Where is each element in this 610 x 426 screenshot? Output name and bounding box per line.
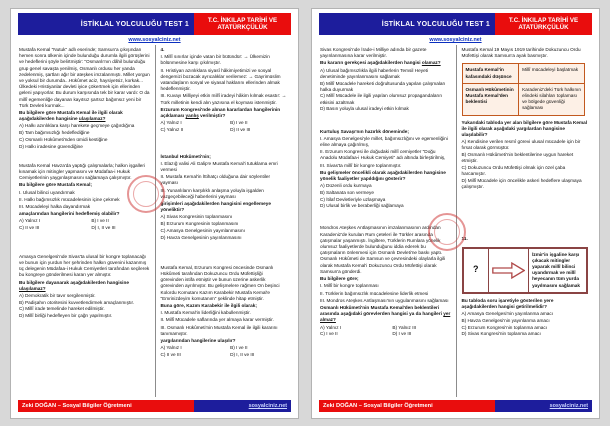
question-stem: Erzurum Kongresi'nde alınan kararlardan hangilerinin açıklaması yanlış verilmiştir? xyxy=(160,106,281,119)
underlined-keyword: ulaşılamaz? xyxy=(78,116,106,122)
website-link-row xyxy=(18,35,291,45)
question-stem: Bu gelişmeler öncelikli olarak aşağıdakilerden hangisine yönelik faaliyetler yapıldığını gösterir? xyxy=(320,169,446,181)
option: B) Osmanlı Hükûmeti'nin beklentilerine uygun hareket etmiştir. xyxy=(461,152,574,164)
option: C) İtilaf Devletleriyle uzlaşmaya xyxy=(320,196,386,202)
underlined-keyword: yer almaz? xyxy=(320,311,451,323)
question-text: Sivas Kongresi'nde İrade-i Milliye adında bir gazete yayınlanmasına karar verilmiştir. xyxy=(320,47,427,59)
table-row xyxy=(462,83,585,115)
options-list xyxy=(161,214,288,240)
question xyxy=(161,265,288,359)
premise-item: I. Mustafa Kemal'in liderliğini kabullenmiştir. xyxy=(160,310,251,316)
option: D) Basın yoluyla ulusal iradeyi etkin kılmak xyxy=(320,106,409,112)
test-title: İSTİKLAL YOLCULUĞU TEST 1 xyxy=(18,13,194,35)
options-list xyxy=(161,120,288,133)
question-stem: Bu bilgilere göre Mustafa Kemal; xyxy=(19,182,92,188)
option: A) Sivas Kongresinin toplanmasını xyxy=(160,214,233,220)
course-title-line2: ATATÜRKÇÜLÜK xyxy=(518,24,569,31)
page-footer xyxy=(319,400,592,412)
option: D) Millî birliği hedefleyen bir çağrı yapılmıştır. xyxy=(19,313,113,319)
question-stem: yargılarından hangilerine ulaşılır? xyxy=(160,338,236,344)
option: A) Yalnız I xyxy=(19,218,41,224)
question-text: Mustafa Kemal 19 Mayıs 1919 tarihinde Dokuzuncu Ordu Müfettişi olarak Samsun'a ayak basmıştır. xyxy=(461,47,581,59)
premise-item: I. Ulusal bilinci uyandırmak xyxy=(19,189,75,195)
premise-item: III. Kuvayı Milliyeyi etkin millî iradeyi hâkim kılmak esastır: → Türk milletinin kendi alın yazısına el koyması istenmiştir. xyxy=(160,93,287,105)
option: C) Amasya Genelgesinin yayınlanmasını xyxy=(160,227,245,233)
info-table xyxy=(462,63,586,115)
question-text: Mondros Ateşkes Antlaşmasının imzalanmasının ardından Karadeniz'de kurulan Rum çeteleri ile Türkler arasında çatışmalar yaşanmıştı. İngiltere, Türklerin Rumlara yönelik olumsuz faaliyetlerde bulunduğunu iddia ederek bu çatışmaların önlenmesi için Osmanlı Devleti'ne baskı yaptı. Osmanlı Hükûmeti de Samsun ve çevresindeki olaylarla ilgili olarak Mustafa Kemal'i Dokuzuncu Ordu Müfettişi olarak Samsun'a gönderdi. xyxy=(320,225,446,274)
page-header xyxy=(18,13,291,35)
premise-item: II. Hristiyan azınlıklara siyasî hâkimiyetimizi ve sosyal dengemizi bozacak ayrıcalıklar verilemez: → Gayrimüslim vatandaşların sosyal ve siyasal haklarını ellerinden almak hedeflenmiştir. xyxy=(160,67,281,92)
page-footer xyxy=(18,400,291,412)
options-list xyxy=(320,325,452,338)
question xyxy=(462,47,589,190)
website-link-row xyxy=(319,35,592,45)
option: A) Amasya Genelgesi'nin yayınlanma amacı xyxy=(461,311,554,317)
option: C) Yalnız II xyxy=(160,126,184,132)
question-text: Mustafa Kemal Havza'da yaptığı çalışmalarla; halkın işgalleri kınamak için mitingler yapmasını ve Müdafaa-i Hukuk Cemiyetlerinin yaygınlaşmasını sağlamaya çalışmıştır. xyxy=(19,162,145,181)
arrow-target-text: İzmir'in işgaline karşı çıkacak mitingler yaparak millî bilinci uyandırmak ve millî heyecanın tüm yurda yayılmasını sağlamak xyxy=(532,251,581,288)
option: B) I ve II xyxy=(230,120,248,126)
premise-item: II. Erzurum Kongresi ile doğudaki millî cemiyetler "Doğu Anadolu Müdafaa-i Hukuk Cemiyeti" adı altında birleştirilmiş, xyxy=(320,149,446,161)
option: D) Halkı iradesine güvendiğine xyxy=(19,143,83,149)
website-link[interactable]: www.sosyalciniz.net xyxy=(429,37,482,43)
option: B) I ve II xyxy=(91,218,109,224)
table-key-cell: Osmanlı Hükûmetinin Mustafa Kemal'den beklentisi xyxy=(462,83,519,115)
arrow-diagram xyxy=(462,247,589,294)
question-text: Mustafa Kemal "Nutuk" adlı eserinde; Samsun'a çıkışından hemen sonra ülkenin içinde bulunduğu durumla ilgili görüşlerini ve hedeflerini şöyle belirtmiştir: "Osmanlı'nın dâhil bulunduğu grup genel savaşta yenilmiş, Osmanlı ordusu her yanda zedelenmiş, şartları ağır bir ateşkes imzalanmıştı. Millet yorgun ve yoksul bir durumda...Hükûmet aciz, haysiyetsiz, korkak... Ülkedeki Hristiyanlar devleti iyice çökertmek için ellerinden geleni yapıyorlar. Bu durum karşısında tek bir karar vardı: O da millî egemenliğe dayanan kayıtsız şartsız bağımsız yeni bir Türk Devleti kurmak... xyxy=(19,47,150,108)
underlined-keyword: ulaşılamaz? xyxy=(19,285,46,291)
underlined-keyword: yanlış xyxy=(185,113,199,119)
option: D) I, II ve III xyxy=(230,351,255,357)
question-column xyxy=(155,45,292,397)
option: B) I ve II xyxy=(230,345,248,351)
option: A) Yalnız I xyxy=(160,345,182,351)
table-key-cell: Mustafa Kemal'in kafasındaki düşünce xyxy=(462,64,519,83)
question-stem: Bu kararın gerekçesi aşağıdakilerden hangisi olamaz? xyxy=(320,60,441,66)
question-stem: Yukarıdaki tabloda yer alan bilgilere göre Mustafa Kemal ile ilgili olarak aşağıdaki yargılardan hangisine ulaşılabilir? xyxy=(461,119,588,138)
course-title xyxy=(194,13,291,35)
course-title-line2: ATATÜRKÇÜLÜK xyxy=(217,24,268,31)
option: C) Dokuzuncu Ordu Müfettişi olmak için özel çaba harcamıştır. xyxy=(461,165,566,177)
question xyxy=(161,154,288,241)
premise-item: III. Sivas'ta millî bir kongre toplanmıştır. xyxy=(320,162,402,168)
options-list xyxy=(462,139,589,190)
right-arrow-icon xyxy=(489,249,529,292)
option: C) II ve III xyxy=(160,351,181,357)
options-list xyxy=(19,218,151,231)
question-stem: İstanbul Hükûmeti'nin; xyxy=(160,153,211,159)
question xyxy=(161,47,288,134)
question-number: 4. xyxy=(160,47,165,52)
option: C) Erzurum Kongresi'nin toplanma amacı xyxy=(461,324,548,330)
options-list xyxy=(462,311,589,337)
question-stem: Bu bilgilere dayanarak aşağıdakilerden hangisine ulaşılamaz? xyxy=(19,279,129,291)
option: D) Millî Mücadele için öncelikle askeri hedeflere ulaşmaya çalışmıştır. xyxy=(461,177,582,190)
option: C) Millî irade temelinde hareket edilmiştir. xyxy=(19,306,105,312)
premise-item: I. Amasya Genelgesi'yle millet, bağımsızlığını ve egemenliğini eline almaya çağırılmış, xyxy=(320,135,448,147)
table-row xyxy=(462,64,585,83)
premise-item: III. Mücadeleyi halka dayandırmak xyxy=(19,203,91,209)
question-column xyxy=(18,45,155,397)
option: D) I, II ve III xyxy=(91,225,116,231)
option: A) Yalnız I xyxy=(160,120,182,126)
question-stem: amaçlarından hangilerini hedeflemiş olabilir? xyxy=(19,211,120,217)
question-stem: Bu tabloda soru işaretiyle gösterilen yere aşağıdakilerden hangisi getirilmelidir? xyxy=(461,297,554,309)
website-link[interactable]: www.sosyalciniz.net xyxy=(128,37,181,43)
question-mark-cell: ? xyxy=(464,249,490,292)
footer-website-link[interactable]: sosyalciniz.net xyxy=(549,403,588,409)
footer-author: Zeki DOĞAN – Sosyal Bilgiler Öğretmeni xyxy=(18,400,194,412)
options-list xyxy=(161,345,288,358)
premise-item: II. Halkı bağımsızlık mücadelesinin içine çekmek xyxy=(19,196,120,202)
question xyxy=(320,225,452,337)
question-columns xyxy=(18,45,291,397)
underlined-keyword: olamaz? xyxy=(421,60,441,66)
option: D) Sivas Kongresi'nin toplanma amacı xyxy=(461,331,541,337)
question-text: Mustafa Kemal, Erzurum Kongresi öncesinde Osmanlı Hükûmeti tarafından Dokuzuncu Ordu Müfettişliği görevinden istifa etmiştir ve bunun üzerine askerlik görevinden ayrılmıştır. Bu gelişmelere rağmen On beşinci Kolordu Komutanı Kazım Karabekir Mustafa Kemal'e "Emrinizdeyim komutanım" şeklinde hitap etmiştir. xyxy=(160,264,280,301)
option: A) Kendisine verilen resmî görevi ulusal mücadele için bir fırsat olarak görmüştür. xyxy=(461,139,581,151)
question-stem: Kurtuluş Savaşı'nın hazırlık döneminde; xyxy=(320,128,409,134)
question-stem: Bu bilgilere göre; xyxy=(320,276,359,282)
premise-item: I. Millî bir kongre toplanması xyxy=(320,283,379,289)
test-title: İSTİKLAL YOLCULUĞU TEST 1 xyxy=(319,13,495,35)
course-title xyxy=(495,13,592,35)
question xyxy=(462,236,589,337)
option: D) Ulusal birlik ve beraberliği sağlamaya xyxy=(320,203,404,209)
table-value-cell: Millî mücadeleyi başlatmak xyxy=(519,64,585,83)
question-stem: Bu bilgilere göre Mustafa Kemal ile ilgili olarak aşağıdakilerden hangisine ulaşılamaz? xyxy=(19,110,123,122)
option: C) I ve II xyxy=(320,331,338,337)
question-stem: girişimleri aşağıdakilerden hangisini engellemeye yöneliktir? xyxy=(160,201,271,213)
option: C) II ve III xyxy=(19,225,40,231)
option: B) Erzurum Kongresinin toplanmasını xyxy=(160,221,239,227)
page-header xyxy=(319,13,592,35)
question-stem: Buna göre, Kazım Karabekir ile ilgili olarak; xyxy=(160,303,257,308)
premise-item: II. Millî Mücadele saflarında yer almaya karar vermiştir. xyxy=(160,317,274,323)
options-list xyxy=(320,68,452,113)
option: A) Demokratik bir tavır sergilenmiştir. xyxy=(19,293,96,298)
option: A) Ulusal bağımsızlıkla ilgili haberlerin Temsil Heyeti denetiminde yayınlanmasını sağlamak xyxy=(320,67,429,79)
course-title-line1: T.C. İNKILAP TARİHİ VE xyxy=(207,16,278,24)
option: A) Halkı azınlıklara karşı harekete geçmeye çağırdığına xyxy=(19,123,135,129)
premise-item: III. Yunanlıların karşılıklı anlaşma yoluyla işgalden vazgeçebileceği haberlerini yayması xyxy=(160,187,264,199)
option: B) Tam bağımsızlığı hedeflediğine xyxy=(19,130,90,136)
options-list xyxy=(19,123,151,149)
option: B) Saltanata son vermeye xyxy=(320,189,374,195)
premise-item: III. Osmanlı Hükûmeti'nin Mustafa Kemal ile ilgili kararını tanımamıştır. xyxy=(160,324,278,336)
option: B) Havza Genelgesi'nin yayınlanma amacı xyxy=(461,317,550,323)
option: B) Millî Mücadele hareketi doğrultusunda yapılan çalışmaları halka duyurmak xyxy=(320,80,446,92)
premise-item: II. Türklerin bağımsızlık mücadelesine liderlik etmesi xyxy=(320,290,429,296)
question-text: Amasya Genelgesi'nde Sivas'ta ulusal bir kongre toplanacağı ve bunun için yurdun her şehrinden halkın güvenini kazanmış üç delegenin Müdafaa-i Hukuk Cemiyetleri tarafından seçilerek bu kongreye gönderilmesi kararı yer almıştır. xyxy=(19,253,150,278)
question-column xyxy=(456,45,593,397)
question-column xyxy=(319,45,456,397)
question xyxy=(320,47,452,113)
footer-link-area xyxy=(194,400,291,412)
premise-item: II. Mustafa Kemal'in İttihatçı olduğuna dair söylentiler yayması xyxy=(160,174,271,186)
option: A) Düzenli ordu kurmaya xyxy=(320,183,372,189)
option: C) Millî Mücadele ile ilgili yapılan olumsuz propagandaların etkisini azaltmak xyxy=(320,93,442,105)
options-list xyxy=(19,293,151,319)
premise-item: I. Elazığ valisi Ali Galip'e Mustafa Kemal'i tutuklama emri vermesi xyxy=(160,160,278,173)
worksheet-page-1 xyxy=(10,8,299,419)
option: D) Havza Genelgesinin yayınlanmasını xyxy=(160,234,242,240)
worksheet-page-2 xyxy=(311,8,600,419)
footer-link-area xyxy=(495,400,592,412)
question-columns xyxy=(319,45,592,397)
option: B) Yalnız III xyxy=(392,324,417,330)
question xyxy=(19,47,151,150)
premise-item: III. Mondros Ateşkes Antlaşması'nın uygulanmasını sağlaması xyxy=(320,297,449,303)
table-value-cell: Karadeniz'deki Türk halkının elindeki silahları toplaması ve bölgede güvenliği sağlaması xyxy=(519,83,585,115)
option: A) Yalnız I xyxy=(320,324,342,330)
footer-author: Zeki DOĞAN – Sosyal Bilgiler Öğretmeni xyxy=(319,400,495,412)
option: C) Osmanlı Hükûmeti'nden ümidi kestiğine xyxy=(19,136,108,142)
option: D) II ve III xyxy=(230,126,251,132)
option: B) Padişahın otoritesini kuvvetlendirmek amaçlanmıştır. xyxy=(19,299,135,305)
question xyxy=(19,254,151,320)
question xyxy=(320,129,452,210)
premise-item: I. Millî sınırlar içinde vatan bir bütündür: → Ülkemizin bölünmesine karşı çıkılmıştır. xyxy=(160,54,270,66)
options-list xyxy=(320,183,452,209)
option: D) I ve III xyxy=(392,331,412,337)
question xyxy=(19,163,151,232)
course-title-line1: T.C. İNKILAP TARİHİ VE xyxy=(508,16,579,24)
question-stem: Osmanlı Hükûmeti'nin Mustafa Kemal'den beklentileri arasında aşağıdaki görevlerden hangisi ya da hangileri yer almaz? xyxy=(320,304,451,323)
question-number: 11. xyxy=(461,236,468,242)
footer-website-link[interactable]: sosyalciniz.net xyxy=(248,403,287,409)
